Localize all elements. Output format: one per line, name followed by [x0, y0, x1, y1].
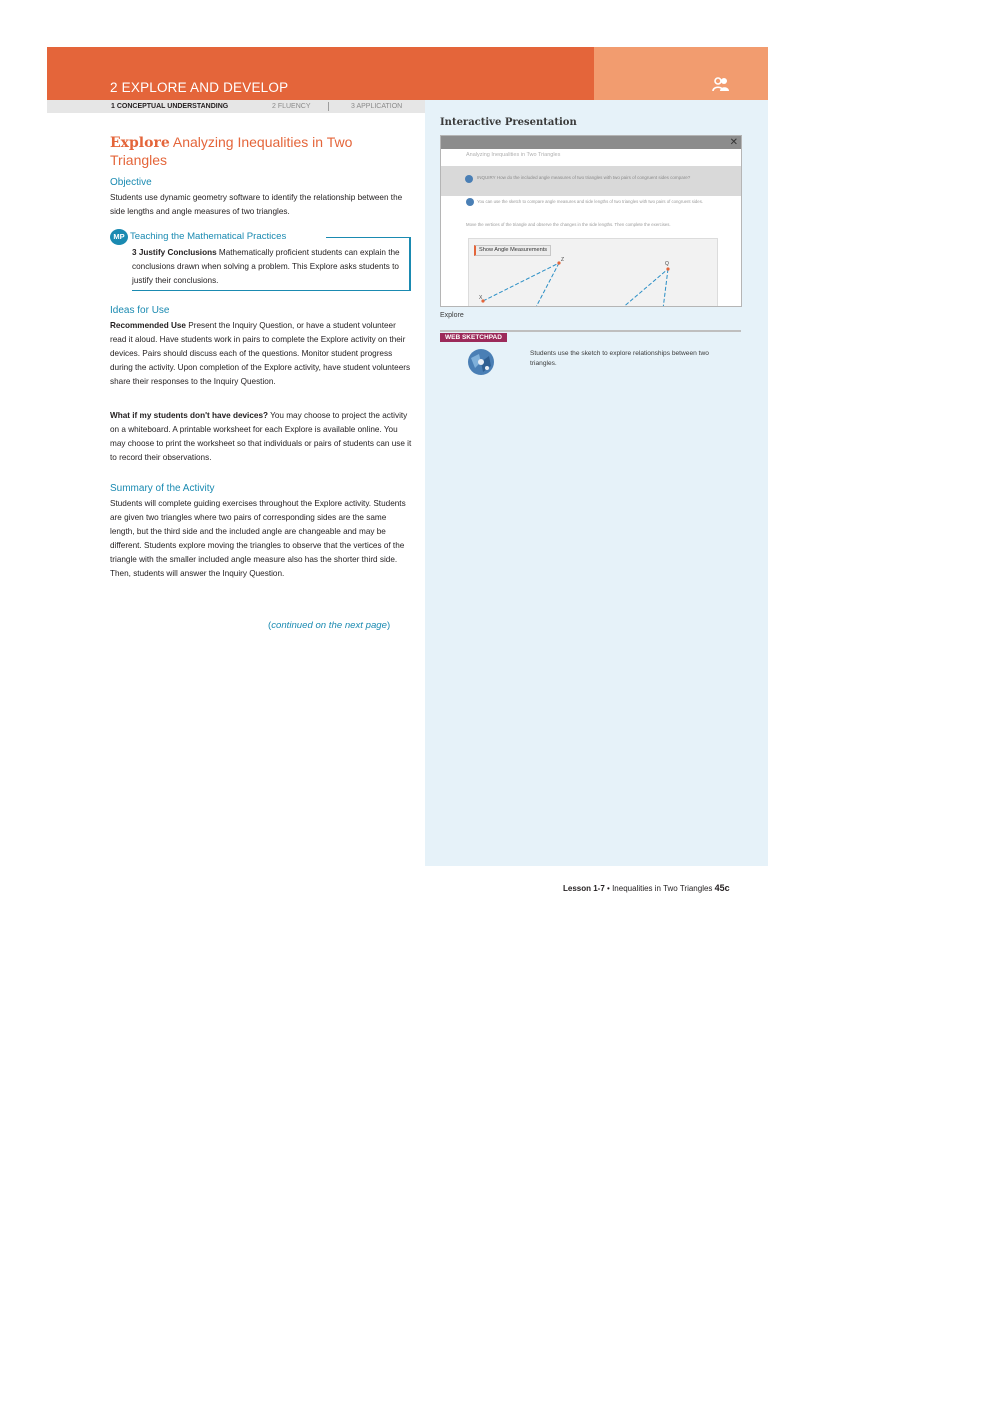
step-2-text: Move the vertices of the triangle and observe the changes in the side lengths. Then complete the exercises. [466, 222, 671, 227]
tab-application[interactable]: 3 APPLICATION [351, 103, 403, 110]
divider [440, 330, 741, 332]
summary-text: Students will complete guiding exercises throughout the Explore activity. Students are given two triangles where two pairs of corresponding sides are the same length, but the third side and the included angle are changeable and may be different. Students explore moving the triangles to observe that the vertices of the triangle with the smaller included angle measure also has the shorter third side. Then, students will answer the Inquiry Question. [110, 499, 406, 578]
vertex-label-x: X [479, 295, 483, 301]
ideas-lead-1: Recommended Use [110, 321, 186, 330]
objective-text: Students use dynamic geometry software to identify the relationship between the side lengths and angle measures of two triangles. [110, 193, 403, 216]
title-bold: Explore [110, 135, 170, 151]
ideas-text-2: You may choose to project the activity on a whiteboard. A printable worksheet for each Explore is available online. You may choose to print the worksheet so that individuals or pairs of students can use it to record their observations. [110, 411, 412, 462]
close-icon: ✕ [729, 137, 738, 148]
step-1-text: You can use the sketch to compare angle measures and side lengths of two triangles with two pairs of congruent sides. [477, 199, 704, 204]
mp-body [132, 246, 412, 288]
tab-fluency[interactable]: 2 FLUENCY [272, 103, 311, 110]
screenshot-caption: Explore [440, 312, 464, 319]
page-footer [563, 883, 730, 893]
presentation-screenshot [440, 135, 742, 307]
title-rest: Analyzing Inequalities in Two Triangles [110, 134, 353, 168]
ideas-heading: Ideas for Use [110, 305, 170, 316]
sidebar-title: Interactive Presentation [440, 117, 577, 128]
mp-callout [110, 229, 412, 291]
show-angle-button: Show Angle Measurements [474, 245, 551, 256]
inquiry-text: INQUIRY How do the included angle measures of two triangles with two pairs of congruent sides compare? [477, 175, 691, 180]
inquiry-icon [465, 175, 473, 183]
ideas-text-1: Present the Inquiry Question, or have a student volunteer read it aloud. Have students work in pairs to complete the Explore activity on their devices. Pairs should discuss each of the questions. Monitor student progress during the activity. Upon completion of the Explore activity, have student volunteers share their responses to the Inquiry Question. [110, 321, 411, 386]
summary-heading: Summary of the Activity [110, 483, 215, 494]
screenshot-titlebar [441, 136, 741, 149]
triangle-side [663, 269, 668, 307]
step-icon [466, 198, 474, 206]
triangle-side [535, 263, 559, 307]
ideas-paragraph-1 [110, 319, 412, 389]
section-title: 2 EXPLORE AND DEVELOP [110, 80, 289, 95]
inquiry-bar [441, 166, 741, 196]
mp-lead: 3 Justify Conclusions [132, 248, 217, 257]
web-sketchpad-badge: WEB SKETCHPAD [440, 333, 507, 342]
web-sketchpad-text: Students use the sketch to explore relationships between two triangles. [530, 350, 709, 367]
objective-heading: Objective [110, 177, 152, 188]
footer-title: Inequalities in Two Triangles [612, 884, 713, 893]
sketch-canvas [468, 238, 718, 307]
triangle-side [483, 263, 559, 301]
divider [132, 290, 411, 291]
footer-lesson: Lesson 1-7 [563, 884, 605, 893]
triangles-sketch [469, 239, 717, 307]
ideas-paragraph-2 [110, 409, 412, 465]
page-number: 45c [714, 883, 730, 893]
ideas-lead-2: What if my students don't have devices? [110, 411, 268, 420]
continued-text[interactable]: continued on the next page [271, 620, 387, 631]
tab-conceptual-understanding[interactable]: 1 CONCEPTUAL UNDERSTANDING [111, 103, 229, 110]
progress-tabs [47, 100, 425, 113]
tab-divider [328, 102, 329, 111]
footer-bullet: • [607, 884, 610, 893]
screenshot-heading: Analyzing Inequalities in Two Triangles [466, 152, 561, 158]
vertex-label-q: Q [665, 261, 669, 267]
triangle-side [621, 269, 668, 307]
continued-link[interactable]: (continued on the next page) [268, 620, 391, 631]
group-icon [712, 76, 730, 92]
mp-heading: Teaching the Mathematical Practices [130, 231, 287, 242]
mp-text: Mathematically proficient students can explain the conclusions drawn when solving a problem. This Explore asks students to justify their conclusions. [132, 248, 400, 285]
vertex-label-z: Z [561, 257, 565, 263]
mp-badge-icon: MP [110, 229, 128, 245]
vertex-point [666, 267, 669, 270]
divider [326, 237, 411, 238]
web-sketchpad-icon [467, 348, 495, 376]
page-title [110, 134, 412, 169]
header-banner-accent [594, 47, 768, 100]
